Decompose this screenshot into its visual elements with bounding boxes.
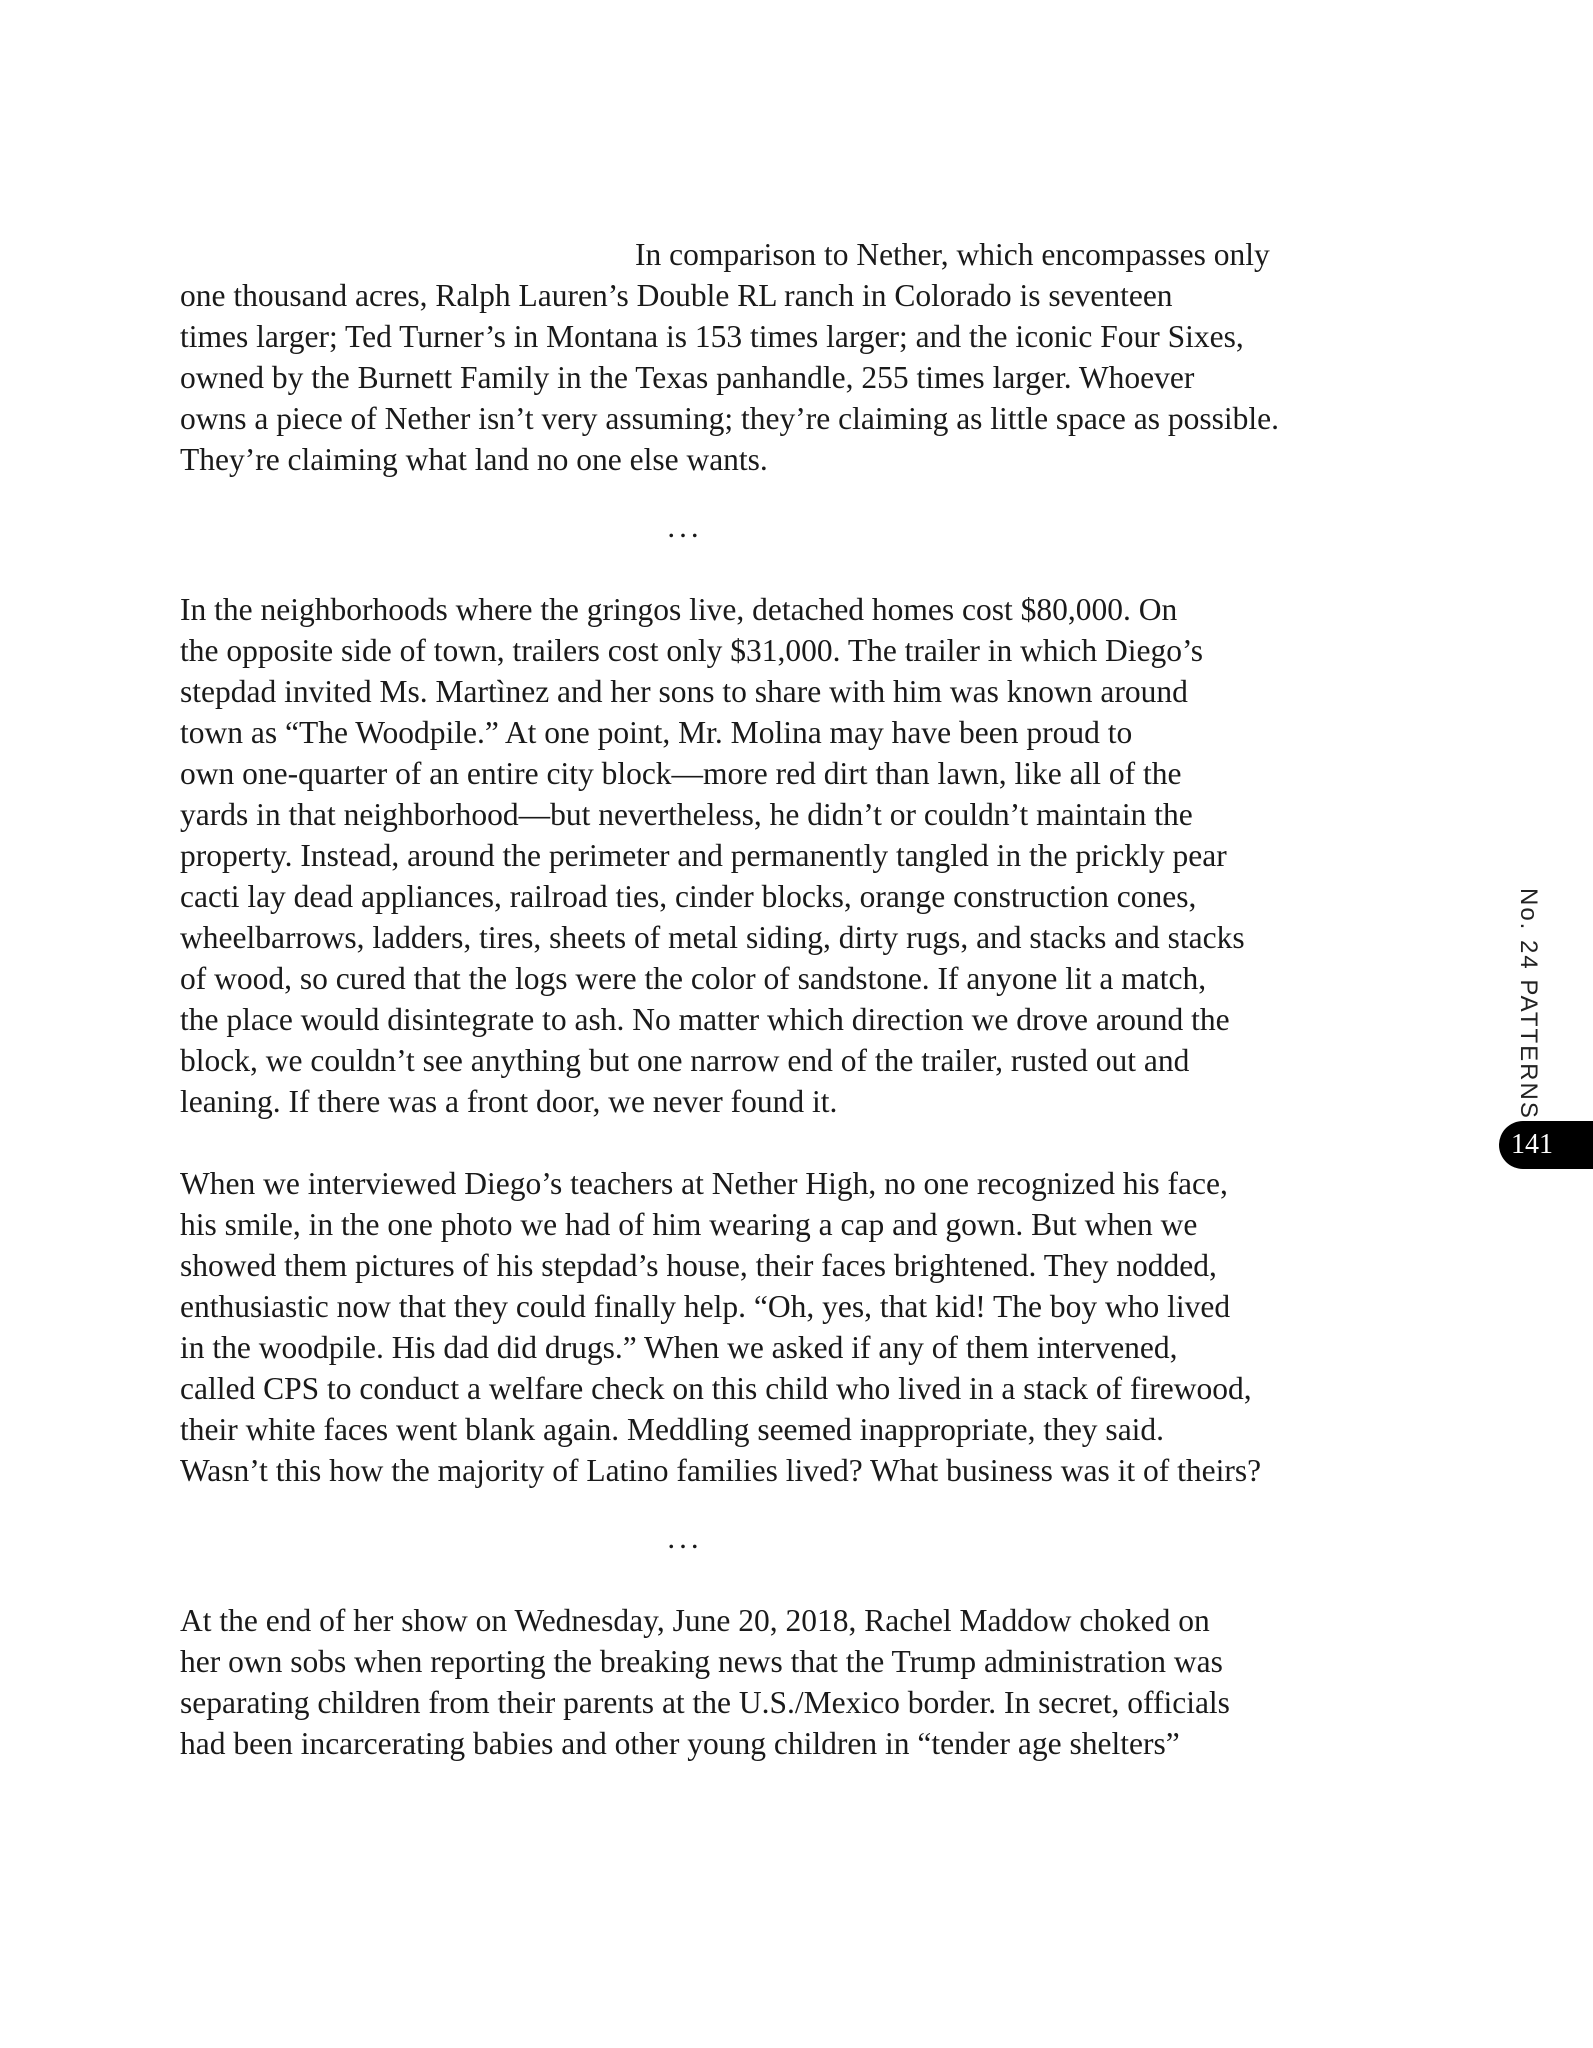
text-line: of wood, so cured that the logs were the color of sandstone. If anyone lit a match, [180, 961, 1207, 996]
text-line: cacti lay dead appliances, railroad ties, cinder blocks, orange construction cones, [180, 879, 1197, 914]
text-line: the place would disintegrate to ash. No matter which direction we drove around the [180, 1002, 1230, 1037]
running-head: No. 24 PATTERNS [1515, 888, 1542, 1120]
text-line: stepdad invited Ms. Martìnez and her sons to share with him was known around [180, 674, 1188, 709]
text-line: his smile, in the one photo we had of him wearing a cap and gown. But when we [180, 1207, 1198, 1242]
text-line: Wasn’t this how the majority of Latino families lived? What business was it of theirs? [180, 1453, 1262, 1488]
section-break: ... [667, 1520, 703, 1555]
text-line: own one-quarter of an entire city block—more red dirt than lawn, like all of the [180, 756, 1182, 791]
text-line: town as “The Woodpile.” At one point, Mr. Molina may have been proud to [180, 715, 1133, 750]
text-line: times larger; Ted Turner’s in Montana is 153 times larger; and the iconic Four Sixes, [180, 319, 1244, 354]
text-line: showed them pictures of his stepdad’s house, their faces brightened. They nodded, [180, 1248, 1217, 1283]
text-line: called CPS to conduct a welfare check on this child who lived in a stack of firewood, [180, 1371, 1252, 1406]
text-line: leaning. If there was a front door, we never found it. [180, 1084, 838, 1119]
text-line: had been incarcerating babies and other young children in “tender age shelters” [180, 1726, 1180, 1761]
body-text [180, 234, 1360, 1764]
paragraph-nether-comparison [180, 234, 1360, 480]
text-line: wheelbarrows, ladders, tires, sheets of metal siding, dirty rugs, and stacks and stacks [180, 920, 1245, 955]
text-line: in the woodpile. His dad did drugs.” When we asked if any of them intervened, [180, 1330, 1178, 1365]
paragraph-teachers [180, 1163, 1360, 1491]
text-line: their white faces went blank again. Meddling seemed inappropriate, they said. [180, 1412, 1165, 1447]
paragraph-woodpile [180, 589, 1360, 1122]
text-line: When we interviewed Diego’s teachers at Nether High, no one recognized his face, [180, 1166, 1228, 1201]
text-line: the opposite side of town, trailers cost only $31,000. The trailer in which Diego’s [180, 633, 1203, 668]
text-line: In the neighborhoods where the gringos live, detached homes cost $80,000. On [180, 592, 1178, 627]
paragraph-gap [180, 1122, 1360, 1163]
text-line: one thousand acres, Ralph Lauren’s Double RL ranch in Colorado is seventeen [180, 278, 1173, 313]
text-line: yards in that neighborhood—but nevertheless, he didn’t or couldn’t maintain the [180, 797, 1193, 832]
text-line: In comparison to Nether, which encompasses only [635, 237, 1270, 272]
text-line: property. Instead, around the perimeter and permanently tangled in the prickly pear [180, 838, 1227, 873]
text-line: separating children from their parents at the U.S./Mexico border. In secret, officials [180, 1685, 1230, 1720]
text-line: her own sobs when reporting the breaking news that the Trump administration was [180, 1644, 1223, 1679]
text-line: They’re claiming what land no one else wants. [180, 442, 768, 477]
text-line: enthusiastic now that they could finally help. “Oh, yes, that kid! The boy who lived [180, 1289, 1231, 1324]
text-line: At the end of her show on Wednesday, June 20, 2018, Rachel Maddow choked on [180, 1603, 1210, 1638]
paragraph-maddow [180, 1600, 1360, 1764]
text-line: owned by the Burnett Family in the Texas panhandle, 255 times larger. Whoever [180, 360, 1195, 395]
text-line: block, we couldn’t see anything but one narrow end of the trailer, rusted out and [180, 1043, 1190, 1078]
page-number-tab: 141 [1499, 1121, 1593, 1169]
text-line: owns a piece of Nether isn’t very assuming; they’re claiming as little space as possible. [180, 401, 1279, 436]
section-break: ... [667, 509, 703, 544]
